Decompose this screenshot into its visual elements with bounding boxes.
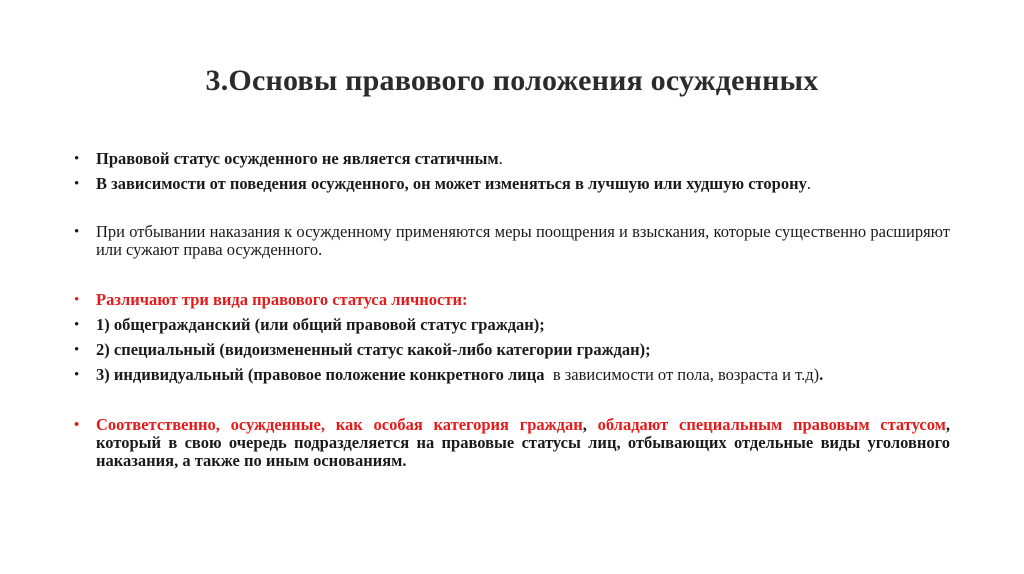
bullet-icon: • bbox=[74, 417, 80, 433]
item-text-sep: , bbox=[582, 415, 598, 434]
item-text: Различают три вида правового статуса личности: bbox=[96, 290, 468, 309]
list-item bbox=[72, 291, 950, 309]
item-text-red: Соответственно, осужденные, как особая категория граждан bbox=[96, 415, 583, 434]
item-mid: в зависимости от пола, возраста и т.д) bbox=[544, 365, 820, 384]
bullet-icon: • bbox=[74, 367, 80, 383]
bullet-icon: • bbox=[74, 224, 80, 240]
item-text-red: обладают специальным правовым статусом bbox=[597, 415, 946, 434]
item-tail: . bbox=[498, 149, 503, 168]
list-item bbox=[72, 175, 950, 193]
bullet-icon: • bbox=[74, 342, 80, 358]
item-tail: . bbox=[819, 365, 824, 384]
list-item bbox=[72, 316, 950, 334]
item-text: Правовой статус осужденного не является статичным bbox=[96, 149, 499, 168]
list-item bbox=[72, 150, 950, 168]
list-item bbox=[72, 341, 950, 359]
item-tail: . bbox=[806, 174, 811, 193]
bullet-icon: • bbox=[74, 151, 80, 167]
bullet-list bbox=[72, 150, 950, 477]
bullet-icon: • bbox=[74, 176, 80, 192]
slide-title: 3.Основы правового положения осужденных bbox=[205, 64, 819, 97]
item-text: 3) индивидуальный (правовое положение конкретного лица bbox=[96, 365, 545, 384]
bullet-icon: • bbox=[74, 292, 80, 308]
list-item bbox=[72, 366, 950, 384]
item-text: 2) специальный (видоизмененный статус какой-либо категории граждан); bbox=[96, 340, 651, 359]
list-item bbox=[72, 416, 950, 470]
item-text: В зависимости от поведения осужденного, он может изменяться в лучшую или худшую сторону bbox=[96, 174, 807, 193]
list-item bbox=[72, 223, 950, 259]
item-text: 1) общегражданский (или общий правовой статус граждан); bbox=[96, 315, 545, 334]
bullet-icon: • bbox=[74, 317, 80, 333]
item-text: , который в свою очередь подразделяется на правовые статусы лиц, отбывающих отдельные виды уголовного наказания, а также по иным основаниям. bbox=[96, 415, 951, 470]
item-text: При отбывании наказания к осужденному применяются меры поощрения и взыскания, которые существенно расширяют или сужают права осужденного. bbox=[96, 222, 950, 259]
